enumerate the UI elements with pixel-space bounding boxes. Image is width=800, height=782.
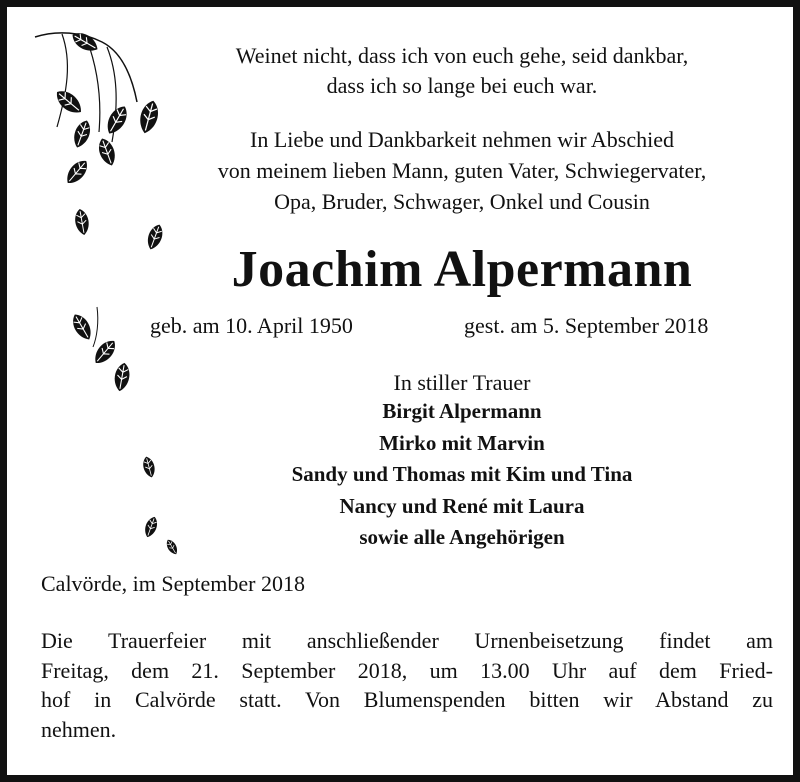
farewell-line: von meinem lieben Mann, guten Vater, Schwiegervater,	[217, 158, 707, 183]
notice-line: Freitag, dem 21. September 2018, um 13.00 Uhr auf dem Fried-	[41, 657, 773, 683]
funeral-notice	[41, 626, 773, 744]
deceased-name: Joachim Alpermann	[231, 241, 693, 298]
memorial-verse	[137, 41, 787, 101]
mourner-name: Birgit Alpermann	[382, 399, 542, 423]
notice-line: nehmen.	[41, 716, 117, 742]
farewell-line: In Liebe und Dankbarkeit nehmen wir Abschied	[250, 127, 674, 152]
mourner-name: Nancy und René mit Laura	[339, 493, 585, 518]
mourner-name: Mirko mit Marvin	[379, 430, 545, 455]
mourning-heading: In stiller Trauer	[393, 370, 531, 395]
mourner-name: sowie alle Angehörigen	[359, 525, 565, 549]
notice-line: Die Trauerfeier mit anschließender Urnenbeisetzung findet am	[41, 628, 773, 653]
notice-line: hof in Calvörde statt. Von Blumenspenden bitten wir Abstand zu	[41, 687, 773, 712]
verse-line: Weinet nicht, dass ich von euch gehe, seid dankbar,	[235, 43, 689, 68]
mourner-name: Sandy und Thomas mit Kim und Tina	[291, 462, 633, 486]
mourners-list	[137, 396, 787, 554]
verse-line: dass ich so lange bei euch war.	[326, 73, 598, 98]
farewell-line: Opa, Bruder, Schwager, Onkel und Cousin	[274, 189, 650, 214]
farewell-text	[137, 124, 787, 217]
place-and-date: Calvörde, im September 2018	[41, 571, 305, 596]
birth-date: geb. am 10. April 1950	[150, 313, 353, 338]
death-date: gest. am 5. September 2018	[464, 313, 709, 338]
